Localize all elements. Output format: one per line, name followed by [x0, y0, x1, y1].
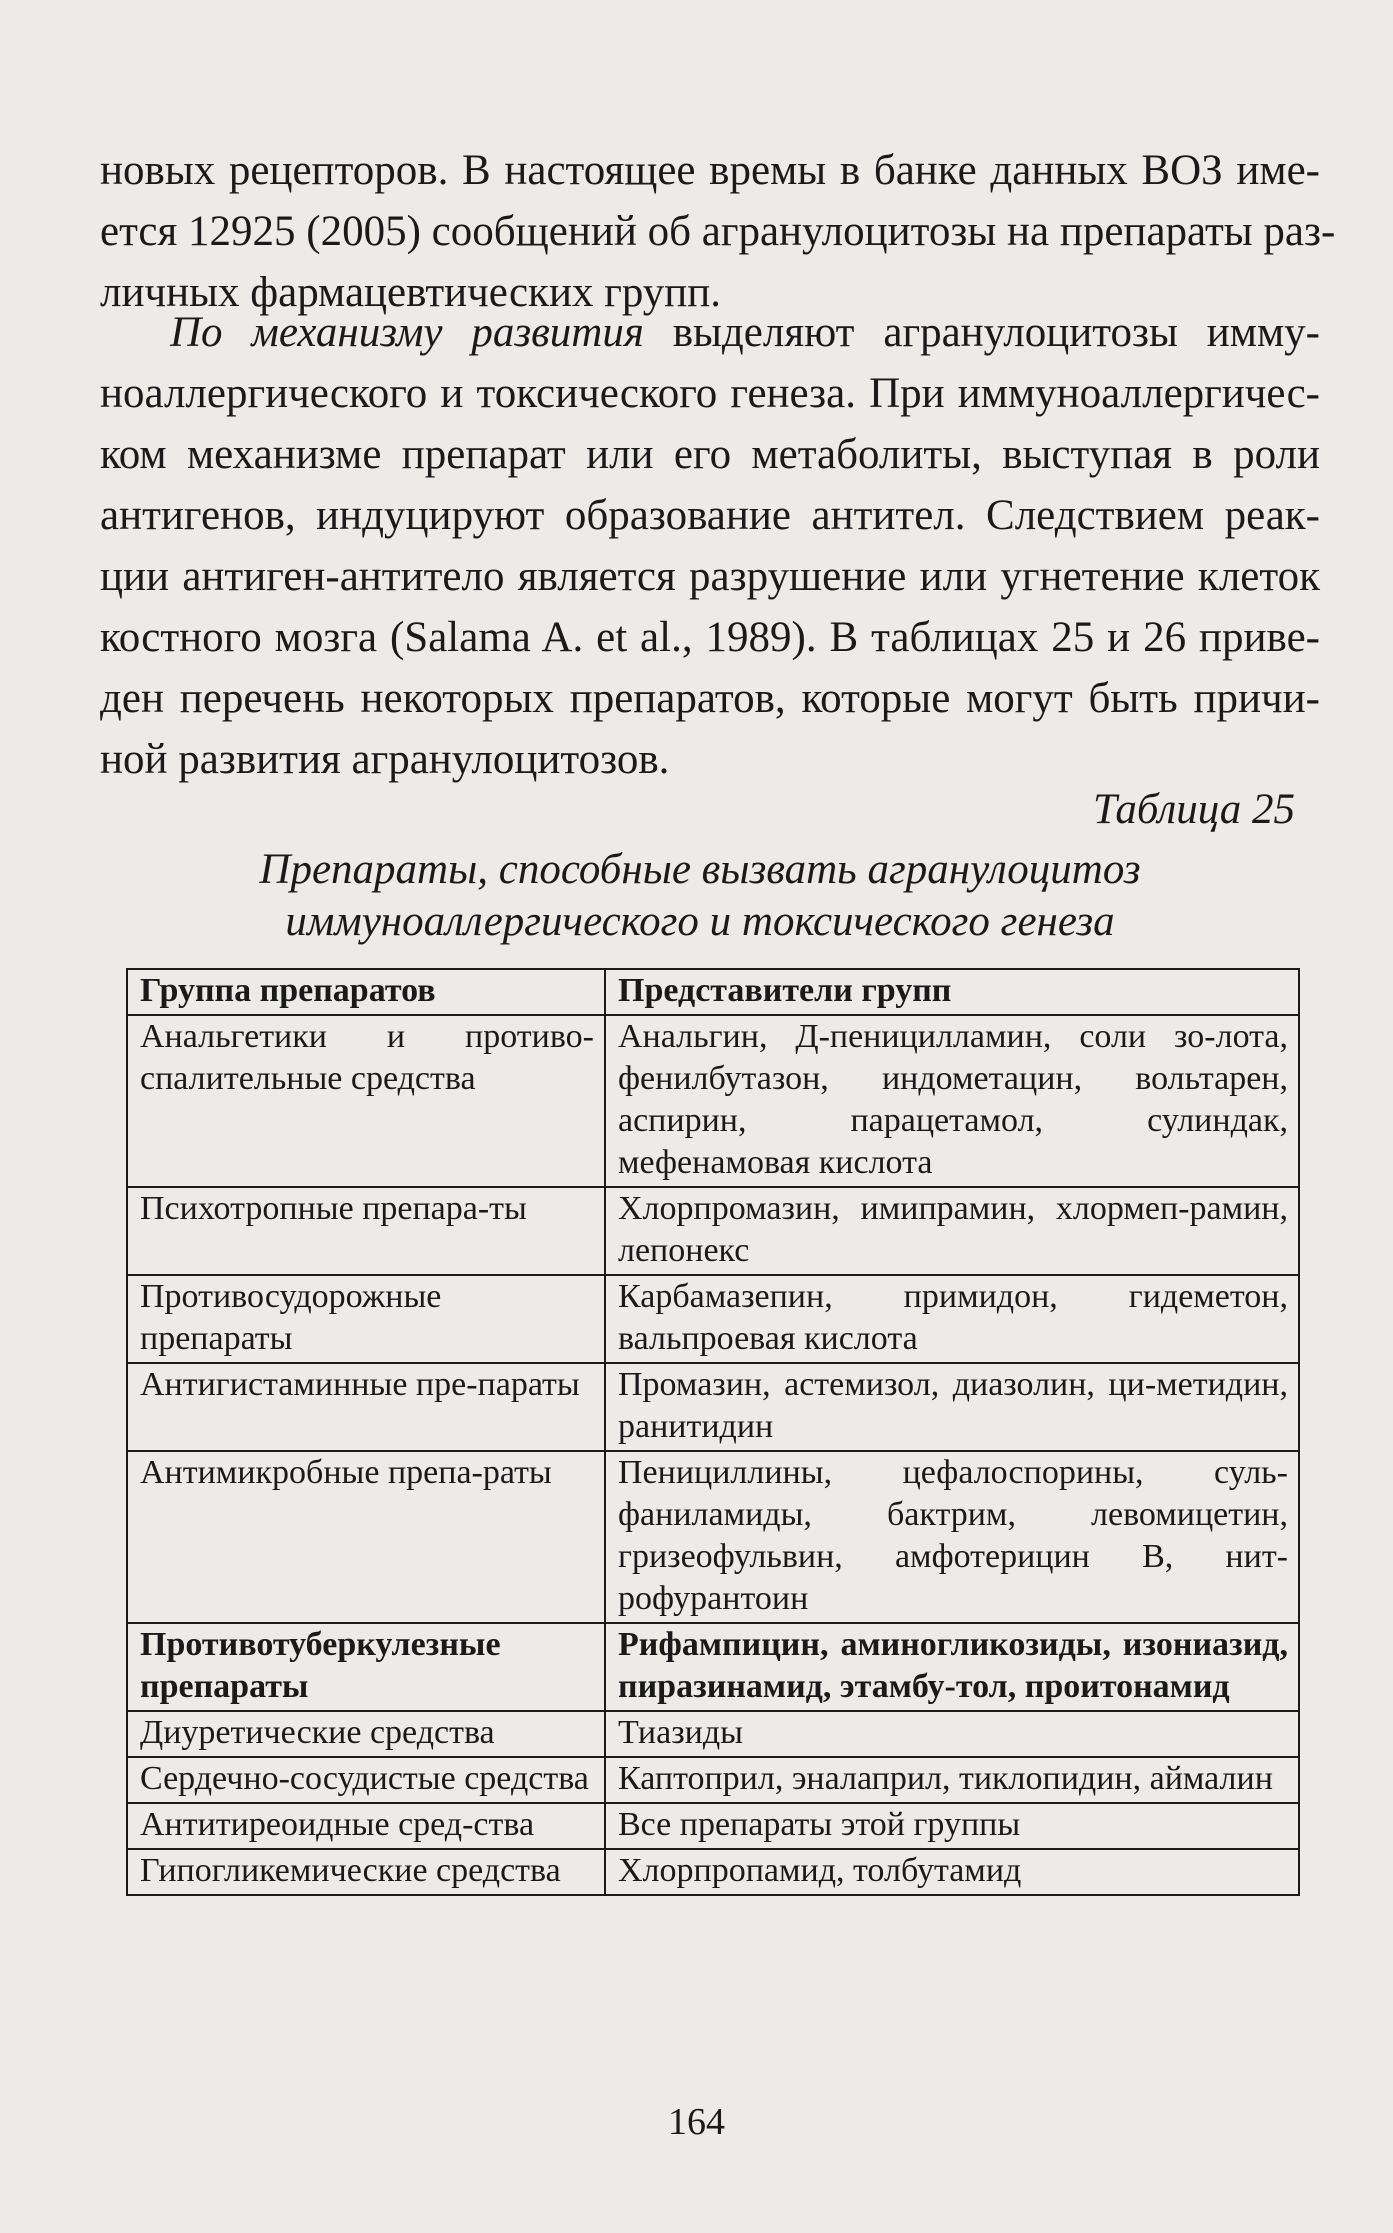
table-number: Таблица 25: [1093, 786, 1295, 833]
cell-group: Психотропные препара-ты: [127, 1187, 605, 1275]
table-row: [127, 1451, 1299, 1623]
paragraph-mechanism: [100, 302, 1320, 790]
text-line: ноаллергического и токсического генеза. При иммуноаллергичес-: [100, 370, 1320, 417]
cell-group: Антигистаминные пре-параты: [127, 1363, 605, 1451]
text-line: новых рецепторов. В настоящее времы в банке данных ВОЗ име-: [100, 147, 1320, 194]
cell-members: Анальгин, Д-пеницилламин, соли зо-лота, фенилбутазон, индометацин, вольтарен, аспирин, парацетамол, сулиндак, мефенамовая кислота: [605, 1015, 1299, 1187]
cell-members: Хлорпромазин, имипрамин, хлормеп-рамин, лепонекс: [605, 1187, 1299, 1275]
cell-group: Гипогликемические средства: [127, 1849, 605, 1895]
column-header-group: Группа препаратов: [127, 969, 605, 1015]
column-header-members: Представители групп: [605, 969, 1299, 1015]
cell-members: Все препараты этой группы: [605, 1803, 1299, 1849]
table-caption-line-1: Препараты, способные вызвать агранулоцитоз: [259, 846, 1141, 893]
cell-members: Карбамазепин, примидон, гидеметон, вальпроевая кислота: [605, 1275, 1299, 1363]
table-row: [127, 1757, 1299, 1803]
cell-members: Тиазиды: [605, 1711, 1299, 1757]
paragraph-intro: [100, 140, 1336, 323]
table-row: [127, 1187, 1299, 1275]
cell-group: Анальгетики и противо-спалительные средства: [127, 1015, 605, 1187]
text-line: ной развития агранулоцитозов.: [100, 736, 670, 783]
text-line: ком механизме препарат или его метаболиты, выступая в роли: [100, 431, 1320, 478]
text-line: ется 12925 (2005) сообщений об агранулоцитозы на препараты раз-: [100, 208, 1336, 255]
cell-group: Антитиреоидные сред-ства: [127, 1803, 605, 1849]
table-row: [127, 1015, 1299, 1187]
table-row: [127, 1623, 1299, 1711]
cell-group: Антимикробные препа-раты: [127, 1451, 605, 1623]
table-row: [127, 1711, 1299, 1757]
cell-members: Промазин, астемизол, диазолин, ци-метидин, ранитидин: [605, 1363, 1299, 1451]
page-number: 164: [668, 2101, 725, 2143]
cell-members: Рифампицин, аминогликозиды, изониазид, пиразинамид, этамбу-тол, проитонамид: [605, 1623, 1299, 1711]
text-fragment: выделяют агранулоцитозы имму-: [672, 309, 1320, 356]
text-line: костного мозга (Salama A. et al., 1989). В таблицах 25 и 26 приве-: [100, 614, 1320, 661]
italic-term: По механизму развития: [170, 309, 644, 356]
table-row: [127, 1363, 1299, 1451]
table-caption-line-2: иммуноаллергического и токсического генеза: [285, 898, 1115, 945]
table-header-row: [127, 969, 1299, 1015]
cell-group: Противотуберкулезные препараты: [127, 1623, 605, 1711]
cell-group: Противосудорожные препараты: [127, 1275, 605, 1363]
text-line: антигенов, индуцируют образование антител. Следствием реак-: [100, 492, 1320, 539]
table-row: [127, 1849, 1299, 1895]
text-line: ден перечень некоторых препаратов, которые могут быть причи-: [100, 675, 1320, 722]
text-line: личных фармацевтических групп.: [100, 269, 722, 316]
cell-members: Каптоприл, эналаприл, тиклопидин, аймалин: [605, 1757, 1299, 1803]
cell-group: Сердечно-сосудистые средства: [127, 1757, 605, 1803]
text-line: [100, 302, 1320, 363]
cell-members: Пенициллины, цефалоспорины, суль-фаниламиды, бактрим, левомицетин, гризеофульвин, амфотерицин В, нит-рофурантоин: [605, 1451, 1299, 1623]
cell-members: Хлорпропамид, толбутамид: [605, 1849, 1299, 1895]
text-line: ции антиген-антитело является разрушение или угнетение клеток: [100, 553, 1320, 600]
table-row: [127, 1275, 1299, 1363]
drug-table: [126, 968, 1300, 1896]
table-row: [127, 1803, 1299, 1849]
cell-group: Диуретические средства: [127, 1711, 605, 1757]
